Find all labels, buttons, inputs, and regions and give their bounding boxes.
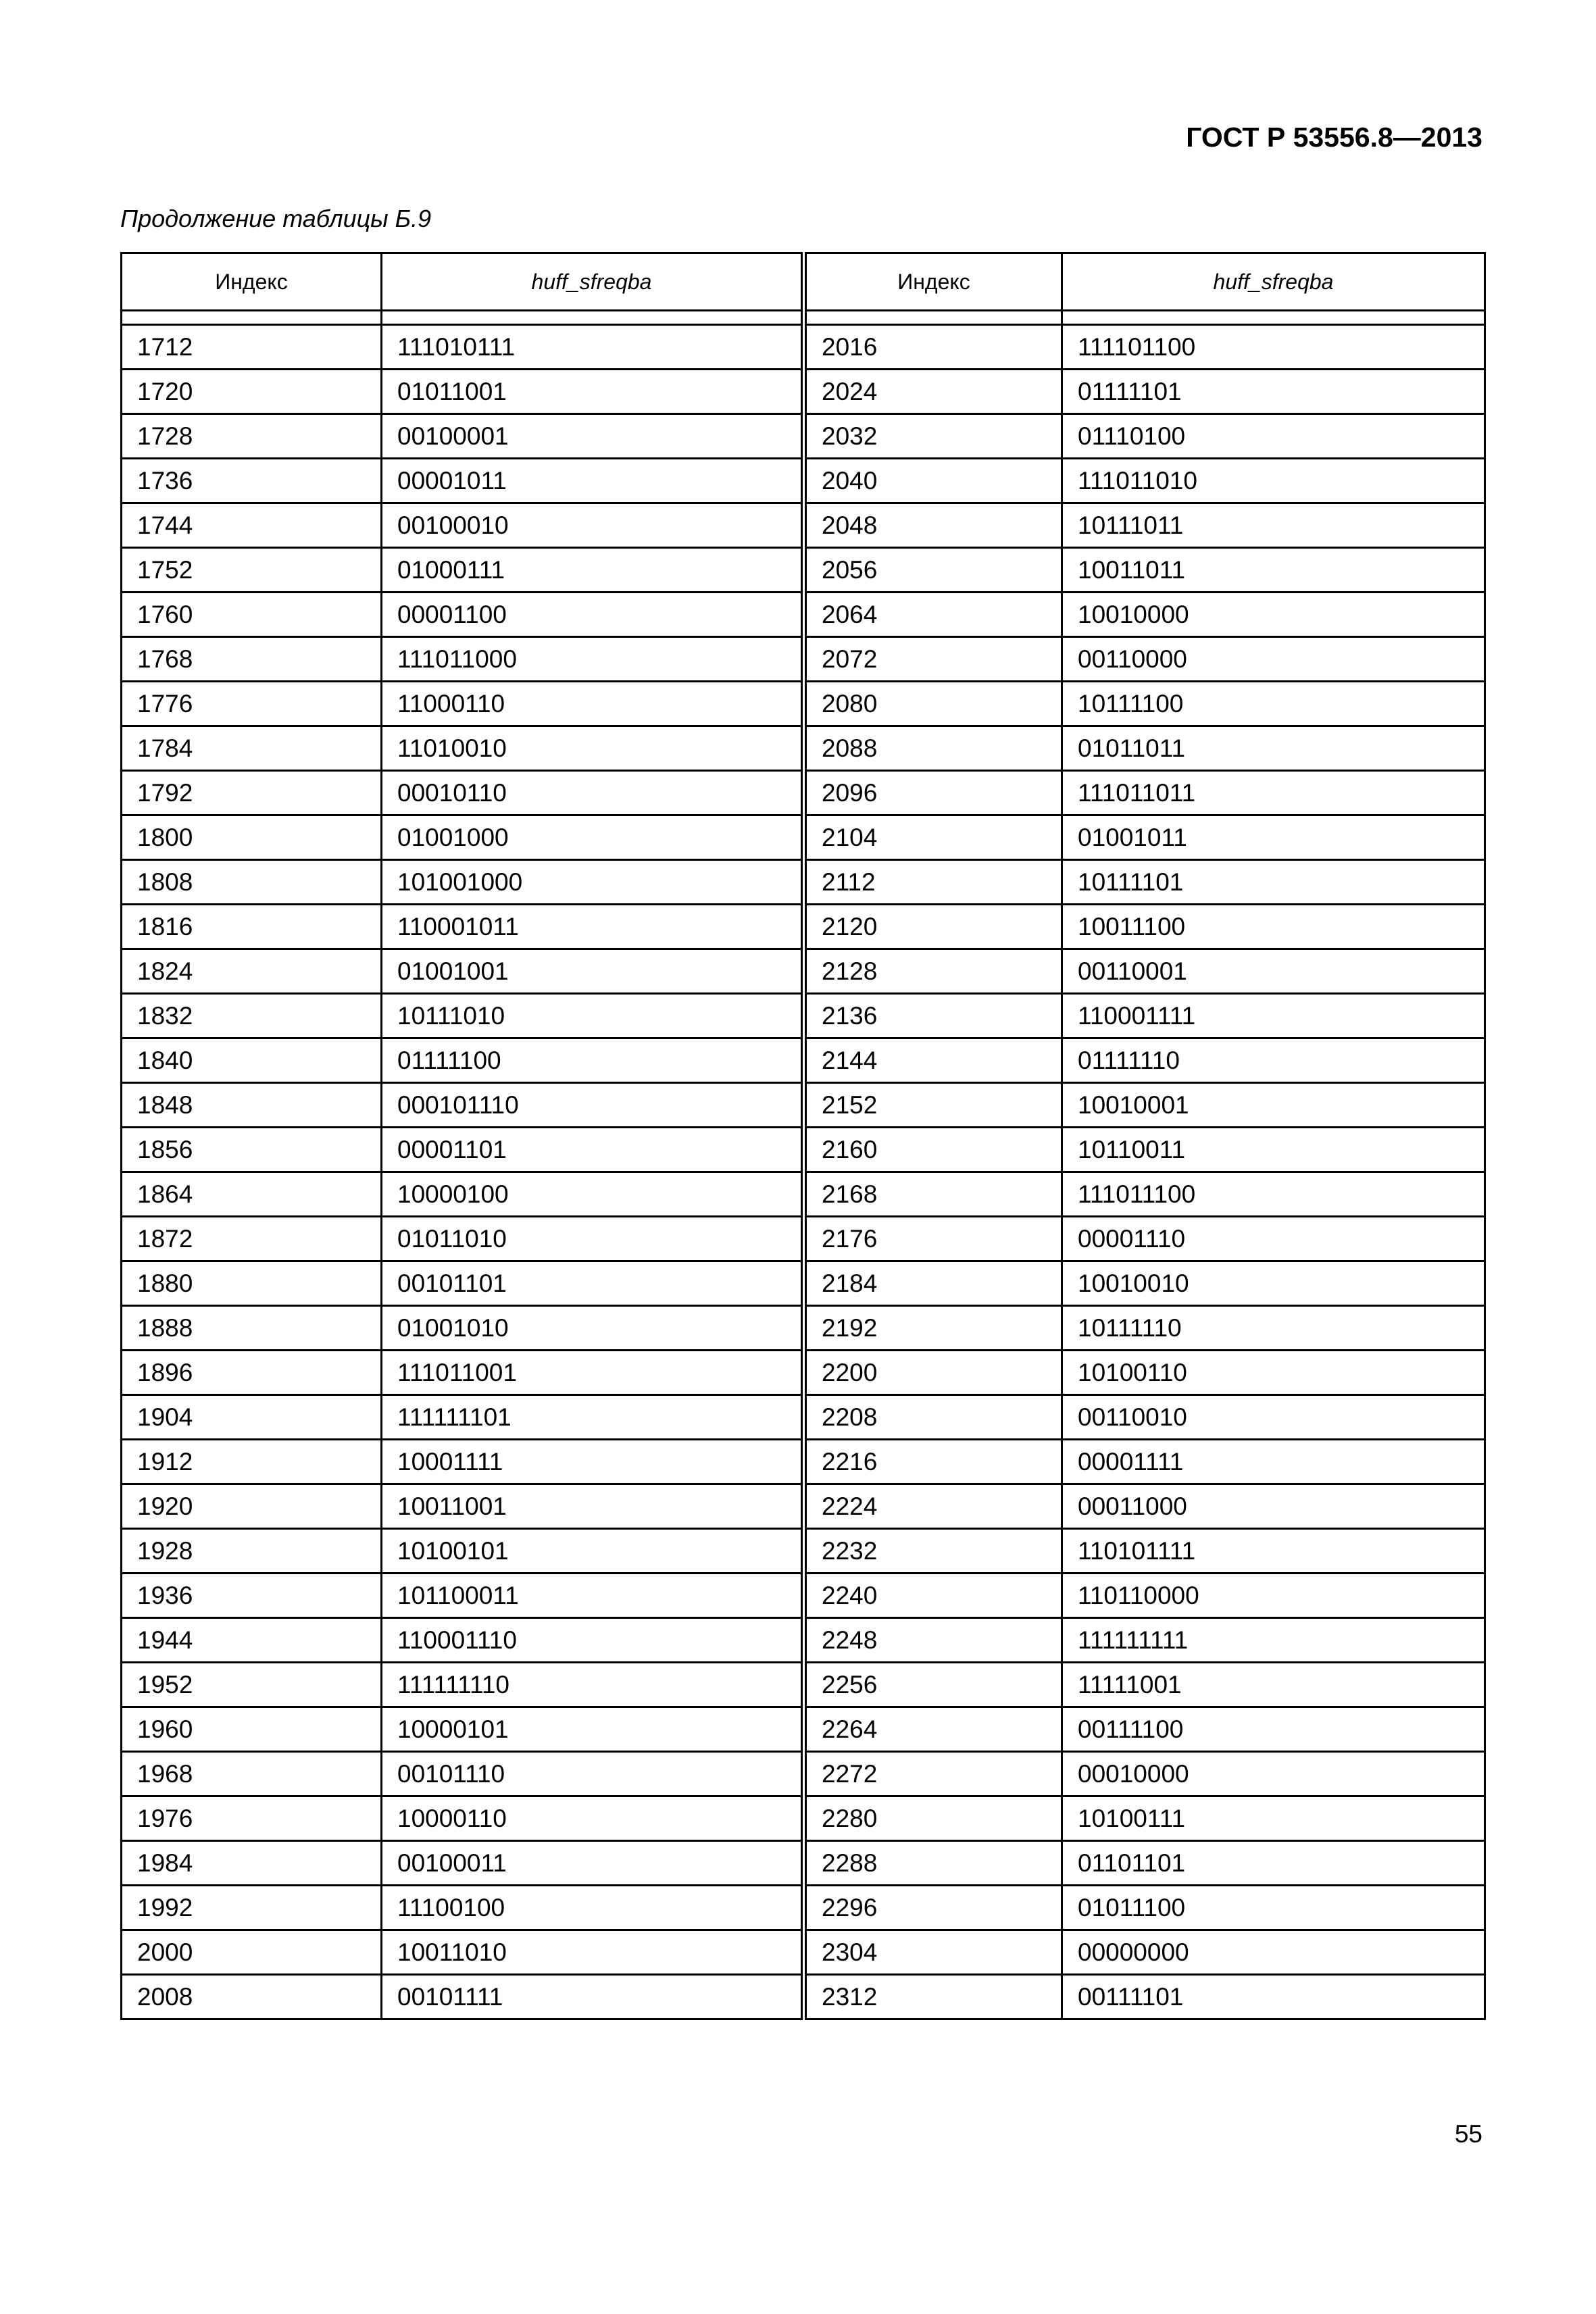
index-cell: 2256 [804, 1663, 1062, 1707]
table-row [122, 815, 1485, 860]
index-cell: 2264 [804, 1707, 1062, 1752]
index-cell: 2032 [804, 414, 1062, 459]
code-cell: 110001111 [1062, 994, 1485, 1038]
index-cell: 2112 [804, 860, 1062, 905]
index-cell: 2200 [804, 1351, 1062, 1395]
code-cell: 01011011 [1062, 726, 1485, 771]
code-cell: 10011001 [382, 1484, 804, 1529]
index-cell: 1736 [122, 459, 382, 503]
index-cell: 2304 [804, 1930, 1062, 1975]
table-row [122, 1172, 1485, 1217]
table-row [122, 905, 1485, 949]
index-cell: 2216 [804, 1440, 1062, 1484]
index-cell: 2136 [804, 994, 1062, 1038]
index-cell: 1952 [122, 1663, 382, 1707]
index-cell: 1848 [122, 1083, 382, 1128]
code-cell: 11000110 [382, 682, 804, 726]
index-cell: 2000 [122, 1930, 382, 1975]
table-row [122, 1083, 1485, 1128]
code-cell: 00001101 [382, 1128, 804, 1172]
index-cell: 1792 [122, 771, 382, 815]
table-row [122, 1395, 1485, 1440]
table-row [122, 1128, 1485, 1172]
index-cell: 2064 [804, 593, 1062, 637]
code-cell: 10000100 [382, 1172, 804, 1217]
index-cell: 1984 [122, 1841, 382, 1886]
table-caption: Продолжение таблицы Б.9 [120, 205, 432, 232]
code-cell: 11010010 [382, 726, 804, 771]
index-cell: 2088 [804, 726, 1062, 771]
table-row [122, 1351, 1485, 1395]
code-cell: 00001110 [1062, 1217, 1485, 1261]
code-cell: 00001011 [382, 459, 804, 503]
table-row [122, 1261, 1485, 1306]
index-cell: 1784 [122, 726, 382, 771]
index-cell: 1744 [122, 503, 382, 548]
index-cell: 1728 [122, 414, 382, 459]
index-cell: 1928 [122, 1529, 382, 1574]
index-cell: 1832 [122, 994, 382, 1038]
code-cell: 10110011 [1062, 1128, 1485, 1172]
index-cell: 1760 [122, 593, 382, 637]
index-cell: 1720 [122, 370, 382, 414]
code-cell: 01111100 [382, 1038, 804, 1083]
index-cell: 1976 [122, 1796, 382, 1841]
index-cell: 2184 [804, 1261, 1062, 1306]
table-row [122, 1841, 1485, 1886]
table-row [122, 1574, 1485, 1618]
index-cell: 1824 [122, 949, 382, 994]
code-cell: 10111011 [1062, 503, 1485, 548]
index-cell: 2208 [804, 1395, 1062, 1440]
code-cell: 101100011 [382, 1574, 804, 1618]
index-cell: 1992 [122, 1886, 382, 1930]
code-cell: 01011010 [382, 1217, 804, 1261]
table-row [122, 1038, 1485, 1083]
index-cell: 1944 [122, 1618, 382, 1663]
table-row [122, 637, 1485, 682]
table-row [122, 1440, 1485, 1484]
table-row [122, 370, 1485, 414]
code-cell: 01000111 [382, 548, 804, 593]
code-cell: 110001110 [382, 1618, 804, 1663]
table-row [122, 593, 1485, 637]
code-cell: 00100001 [382, 414, 804, 459]
index-cell: 1856 [122, 1128, 382, 1172]
column-header-index: Индекс [804, 253, 1062, 311]
code-cell: 00101111 [382, 1975, 804, 2019]
column-header-index: Индекс [122, 253, 382, 311]
code-cell: 111011001 [382, 1351, 804, 1395]
index-cell: 2192 [804, 1306, 1062, 1351]
table-row [122, 860, 1485, 905]
code-cell: 111111101 [382, 1395, 804, 1440]
code-cell: 10100110 [1062, 1351, 1485, 1395]
code-cell: 111011100 [1062, 1172, 1485, 1217]
code-cell: 01011100 [1062, 1886, 1485, 1930]
code-cell: 101001000 [382, 860, 804, 905]
index-cell: 2288 [804, 1841, 1062, 1886]
code-cell: 00111100 [1062, 1707, 1485, 1752]
table-row [122, 1618, 1485, 1663]
index-cell: 2248 [804, 1618, 1062, 1663]
index-cell: 1816 [122, 905, 382, 949]
index-cell: 1936 [122, 1574, 382, 1618]
code-cell: 10111101 [1062, 860, 1485, 905]
code-cell: 00001111 [1062, 1440, 1485, 1484]
index-cell: 2312 [804, 1975, 1062, 2019]
table-row [122, 548, 1485, 593]
table-row [122, 949, 1485, 994]
index-cell: 2272 [804, 1752, 1062, 1796]
code-cell: 11111001 [1062, 1663, 1485, 1707]
table-row [122, 1886, 1485, 1930]
index-cell: 2176 [804, 1217, 1062, 1261]
header-separator-row [122, 311, 1485, 325]
code-cell: 00110001 [1062, 949, 1485, 994]
index-cell: 1864 [122, 1172, 382, 1217]
code-cell: 10100111 [1062, 1796, 1485, 1841]
index-cell: 1768 [122, 637, 382, 682]
code-cell: 110110000 [1062, 1574, 1485, 1618]
index-cell: 2224 [804, 1484, 1062, 1529]
index-cell: 2232 [804, 1529, 1062, 1574]
code-cell: 10111100 [1062, 682, 1485, 726]
code-cell: 01001010 [382, 1306, 804, 1351]
code-cell: 110001011 [382, 905, 804, 949]
index-cell: 1808 [122, 860, 382, 905]
code-cell: 00011000 [1062, 1484, 1485, 1529]
code-cell: 00101101 [382, 1261, 804, 1306]
code-cell: 10000101 [382, 1707, 804, 1752]
index-cell: 1776 [122, 682, 382, 726]
code-cell: 01111110 [1062, 1038, 1485, 1083]
code-cell: 111111111 [1062, 1618, 1485, 1663]
column-header-code: huff_sfreqba [382, 253, 804, 311]
table-row [122, 1663, 1485, 1707]
code-cell: 00110010 [1062, 1395, 1485, 1440]
table-row [122, 1796, 1485, 1841]
page-number: 55 [1454, 2120, 1482, 2148]
code-cell: 10111110 [1062, 1306, 1485, 1351]
index-cell: 2104 [804, 815, 1062, 860]
document-code: ГОСТ Р 53556.8—2013 [1186, 122, 1482, 153]
data-table [120, 252, 1486, 2020]
index-cell: 1800 [122, 815, 382, 860]
index-cell: 1912 [122, 1440, 382, 1484]
index-cell: 2016 [804, 325, 1062, 370]
code-cell: 01001001 [382, 949, 804, 994]
code-cell: 00000000 [1062, 1930, 1485, 1975]
code-cell: 10010010 [1062, 1261, 1485, 1306]
table-row [122, 1707, 1485, 1752]
code-cell: 110101111 [1062, 1529, 1485, 1574]
table-row [122, 459, 1485, 503]
index-cell: 1960 [122, 1707, 382, 1752]
code-cell: 10111010 [382, 994, 804, 1038]
code-cell: 11100100 [382, 1886, 804, 1930]
index-cell: 2040 [804, 459, 1062, 503]
code-cell: 10011100 [1062, 905, 1485, 949]
code-cell: 01001011 [1062, 815, 1485, 860]
code-cell: 111010111 [382, 325, 804, 370]
index-cell: 2168 [804, 1172, 1062, 1217]
index-cell: 1752 [122, 548, 382, 593]
index-cell: 2296 [804, 1886, 1062, 1930]
code-cell: 10010001 [1062, 1083, 1485, 1128]
code-cell: 10011011 [1062, 548, 1485, 593]
index-cell: 1840 [122, 1038, 382, 1083]
code-cell: 111011000 [382, 637, 804, 682]
code-cell: 01101101 [1062, 1841, 1485, 1886]
column-header-code: huff_sfreqba [1062, 253, 1485, 311]
index-cell: 1712 [122, 325, 382, 370]
table-row [122, 994, 1485, 1038]
index-cell: 2144 [804, 1038, 1062, 1083]
index-cell: 2080 [804, 682, 1062, 726]
index-cell: 2056 [804, 548, 1062, 593]
code-cell: 10100101 [382, 1529, 804, 1574]
index-cell: 1904 [122, 1395, 382, 1440]
table-row [122, 1484, 1485, 1529]
code-cell: 111011011 [1062, 771, 1485, 815]
code-cell: 10010000 [1062, 593, 1485, 637]
index-cell: 1880 [122, 1261, 382, 1306]
code-cell: 10011010 [382, 1930, 804, 1975]
code-cell: 10001111 [382, 1440, 804, 1484]
code-cell: 00110000 [1062, 637, 1485, 682]
table-row [122, 1752, 1485, 1796]
index-cell: 2152 [804, 1083, 1062, 1128]
index-cell: 2048 [804, 503, 1062, 548]
table-row [122, 682, 1485, 726]
code-cell: 00100011 [382, 1841, 804, 1886]
table-row [122, 1930, 1485, 1975]
table-row [122, 1975, 1485, 2019]
code-cell: 111111110 [382, 1663, 804, 1707]
code-cell: 01011001 [382, 370, 804, 414]
table-row [122, 726, 1485, 771]
code-cell: 000101110 [382, 1083, 804, 1128]
code-cell: 10000110 [382, 1796, 804, 1841]
code-cell: 00010000 [1062, 1752, 1485, 1796]
index-cell: 2024 [804, 370, 1062, 414]
index-cell: 1888 [122, 1306, 382, 1351]
code-cell: 01001000 [382, 815, 804, 860]
table-row [122, 503, 1485, 548]
index-cell: 2280 [804, 1796, 1062, 1841]
table-row [122, 1529, 1485, 1574]
index-cell: 2072 [804, 637, 1062, 682]
code-cell: 111101100 [1062, 325, 1485, 370]
code-cell: 00100010 [382, 503, 804, 548]
table-row [122, 325, 1485, 370]
index-cell: 2120 [804, 905, 1062, 949]
index-cell: 2160 [804, 1128, 1062, 1172]
index-cell: 1920 [122, 1484, 382, 1529]
code-cell: 00111101 [1062, 1975, 1485, 2019]
table-header-row [122, 253, 1485, 311]
index-cell: 2008 [122, 1975, 382, 2019]
code-cell: 01110100 [1062, 414, 1485, 459]
code-cell: 111011010 [1062, 459, 1485, 503]
index-cell: 1872 [122, 1217, 382, 1261]
table-row [122, 771, 1485, 815]
index-cell: 2128 [804, 949, 1062, 994]
code-cell: 00101110 [382, 1752, 804, 1796]
code-cell: 00010110 [382, 771, 804, 815]
index-cell: 2240 [804, 1574, 1062, 1618]
code-cell: 01111101 [1062, 370, 1485, 414]
index-cell: 2096 [804, 771, 1062, 815]
index-cell: 1896 [122, 1351, 382, 1395]
index-cell: 1968 [122, 1752, 382, 1796]
table-row [122, 414, 1485, 459]
code-cell: 00001100 [382, 593, 804, 637]
table-row [122, 1306, 1485, 1351]
table-row [122, 1217, 1485, 1261]
